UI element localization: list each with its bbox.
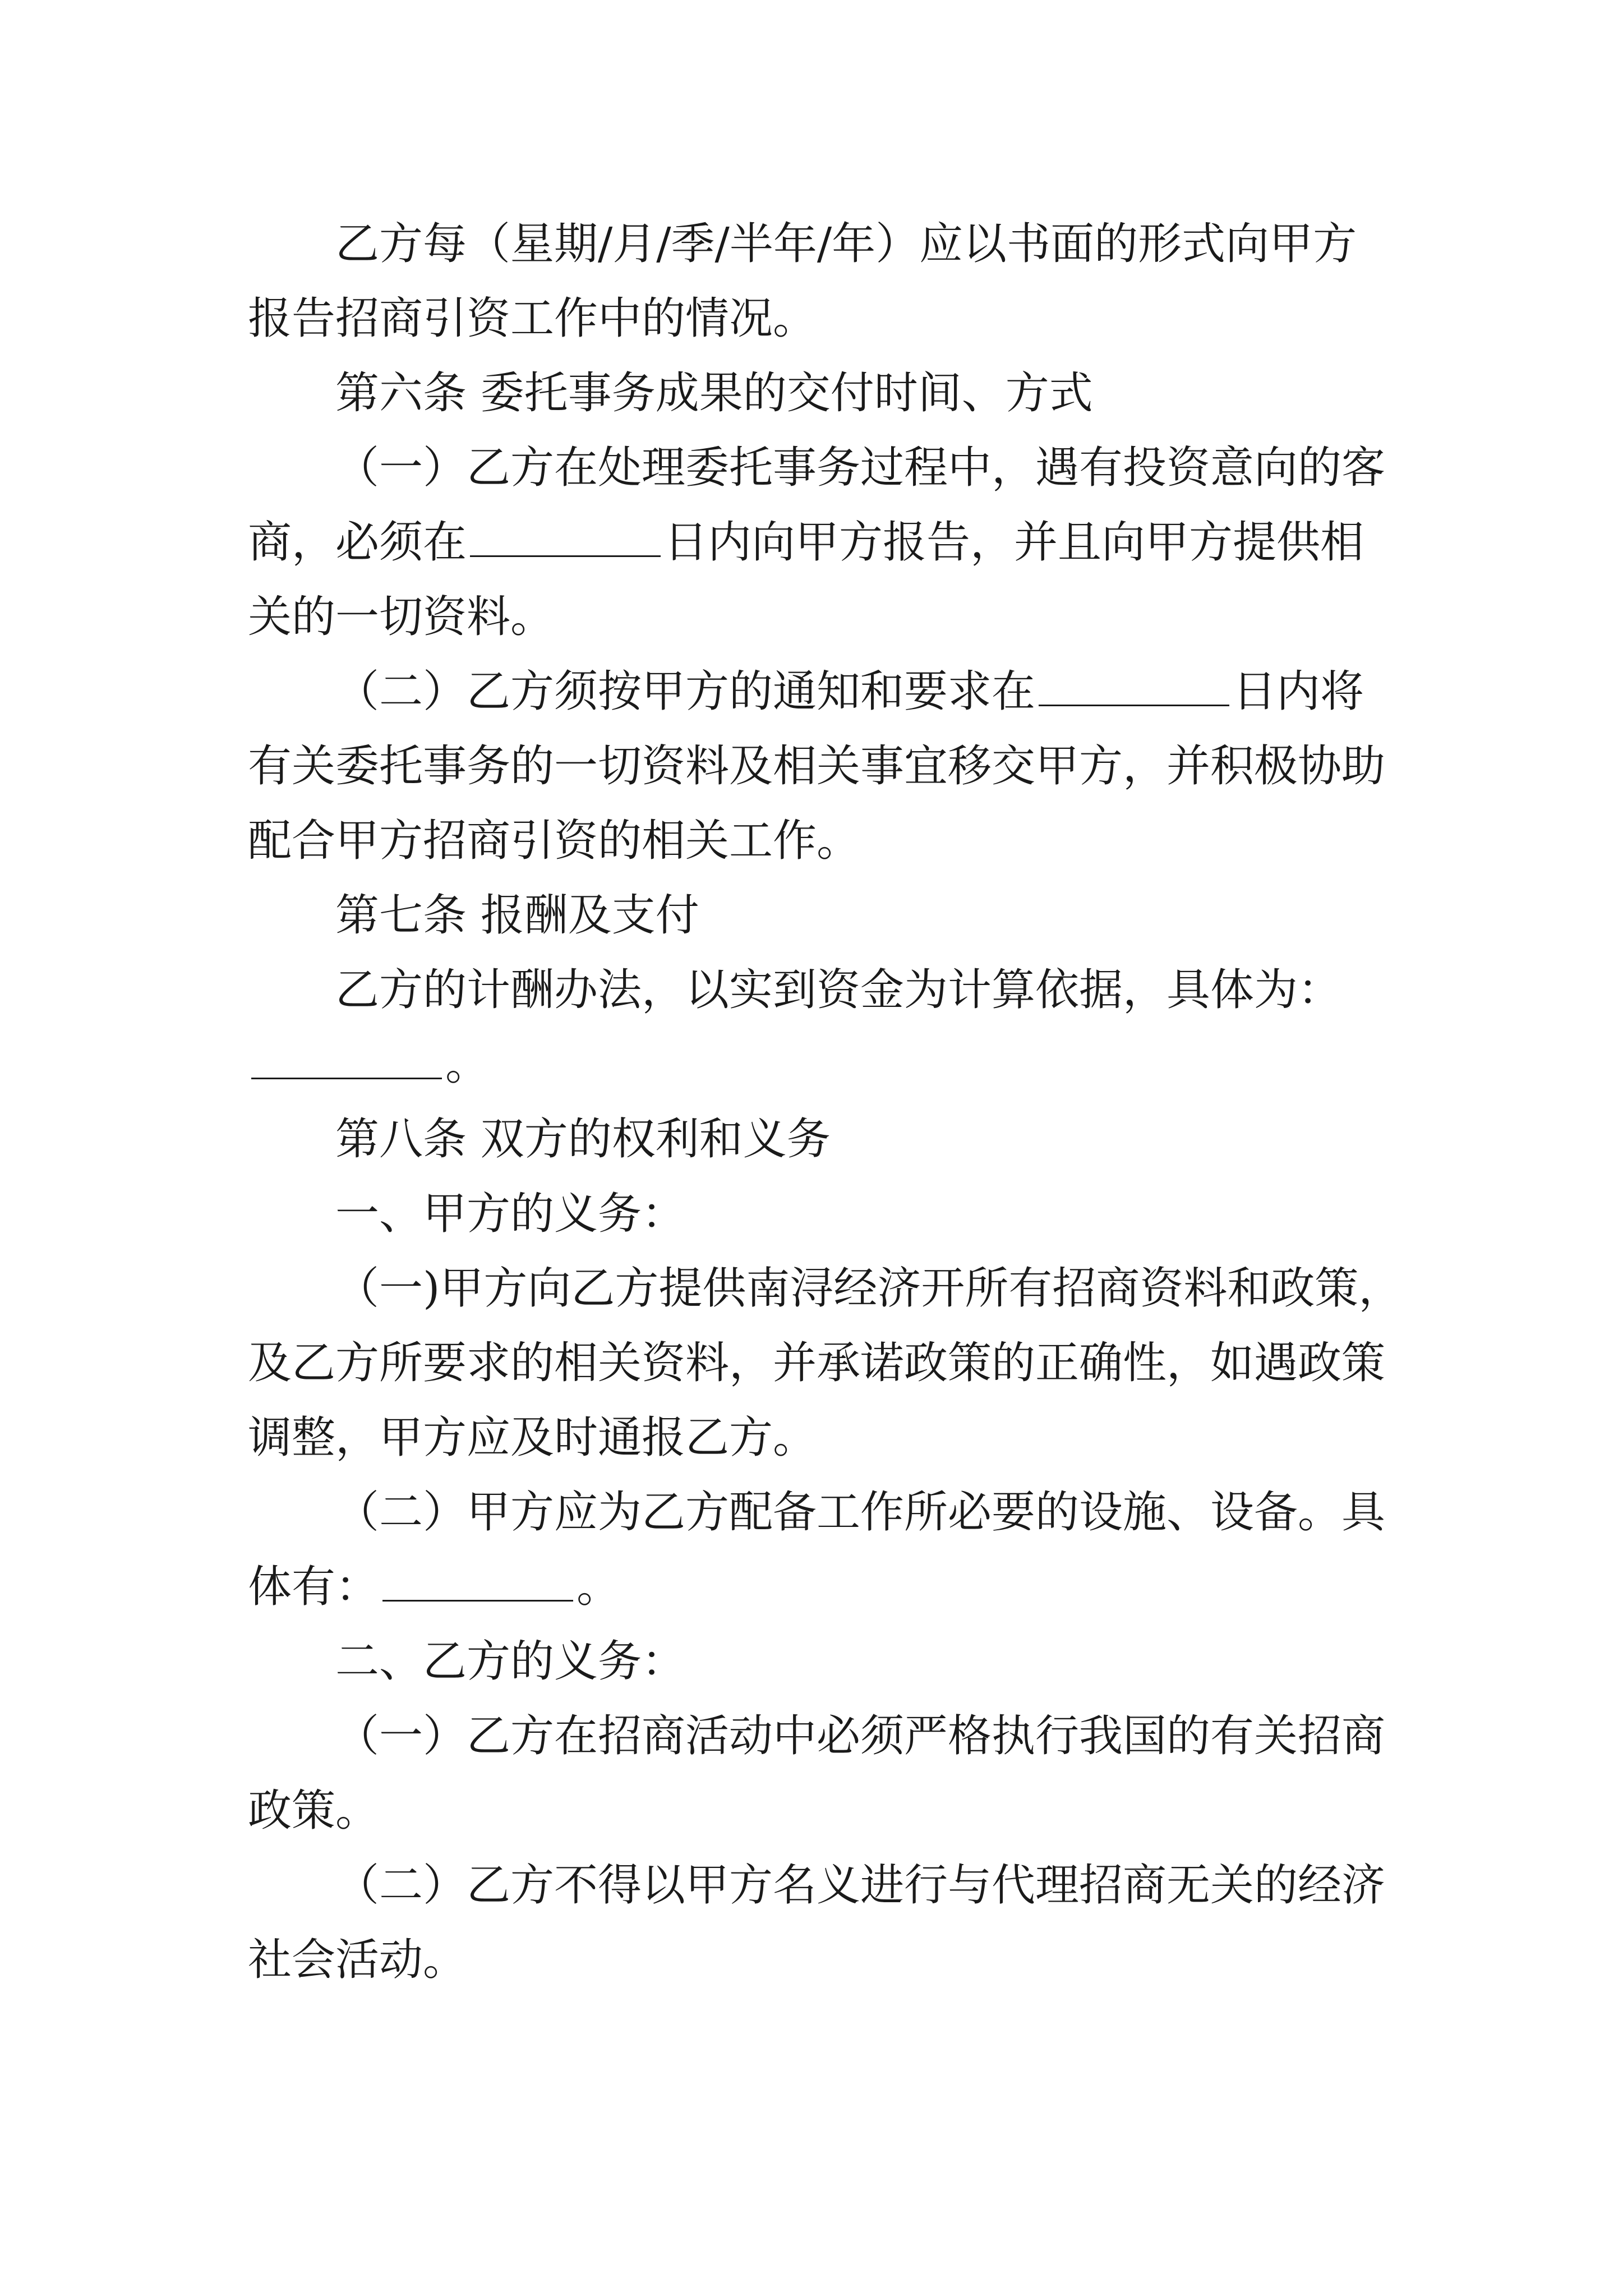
paragraph-line: [248, 1559, 620, 1615]
paragraph-line: [335, 962, 1341, 1018]
text-segment: 第八条 双方的权利和义务: [335, 1114, 831, 1165]
paragraph-line: [335, 887, 699, 944]
paragraph-line: [248, 1783, 379, 1839]
paragraph-line: [335, 1186, 685, 1242]
text-segment: 报告招商引资工作中的情况。: [248, 293, 817, 344]
text-segment: 商，必须在: [248, 517, 467, 568]
fill-in-blank: [1039, 665, 1229, 706]
paragraph-line: [335, 1260, 1402, 1317]
paragraph-line: [248, 589, 554, 645]
text-segment: 乙方每（星期/月/季/半年/年）应以书面的形式向甲方: [335, 219, 1357, 269]
text-segment: （一）乙方在招商活动中必须严格执行我国的有关招商: [335, 1711, 1386, 1761]
paragraph-line: [335, 365, 1093, 421]
text-segment: 政策。: [248, 1786, 380, 1836]
text-segment: 二、乙方的义务：: [335, 1636, 686, 1687]
text-segment: 日内将: [1233, 666, 1364, 717]
paragraph-line: [248, 813, 860, 869]
text-segment: 调整，甲方应及时通报乙方。: [248, 1412, 817, 1463]
text-segment: 。: [577, 1562, 621, 1612]
text-segment: （二）乙方不得以甲方名义进行与代理招商无关的经济: [335, 1860, 1386, 1911]
text-segment: 。: [445, 1039, 490, 1090]
text-segment: 第六条 委托事务成果的交付时间、方式: [335, 368, 1093, 418]
text-segment: 配合甲方招商引资的相关工作。: [248, 816, 861, 866]
paragraph-line: [335, 1111, 831, 1167]
text-segment: 社会活动。: [248, 1935, 467, 1985]
paragraph-line: [248, 738, 1385, 794]
text-segment: （二）甲方应为乙方配备工作所必要的设施、设备。具: [335, 1487, 1386, 1538]
text-segment: （一）乙方在处理委托事务过程中，遇有投资意向的客: [335, 443, 1386, 493]
paragraph-line: [248, 1335, 1385, 1391]
paragraph-line: [335, 440, 1385, 496]
text-segment: （一)甲方向乙方提供南浔经济开所有招商资料和政策，: [335, 1263, 1403, 1314]
text-segment: 日内向甲方报告，并且向甲方提供相: [664, 517, 1364, 568]
paragraph-line: [335, 1857, 1385, 1913]
text-segment: 体有：: [248, 1562, 380, 1612]
paragraph-line: [248, 1932, 467, 1988]
paragraph-line: [248, 1410, 817, 1466]
text-segment: 关的一切资料。: [248, 592, 555, 642]
paragraph-line: [335, 1484, 1385, 1540]
text-segment: 及乙方所要求的相关资料，并承诺政策的正确性，如遇政策: [248, 1338, 1386, 1388]
text-segment: 一、甲方的义务：: [335, 1189, 686, 1239]
fill-in-blank: [382, 1561, 573, 1602]
paragraph-line: [335, 1634, 685, 1690]
text-segment: 乙方的计酬办法，以实到资金为计算依据，具体为：: [335, 965, 1342, 1015]
text-segment: 第七条 报酬及支付: [335, 890, 699, 941]
text-segment: 有关委托事务的一切资料及相关事宜移交甲方，并积极协助: [248, 741, 1386, 792]
paragraph-line: [248, 291, 817, 347]
fill-in-blank: [470, 516, 661, 557]
paragraph-line: [335, 216, 1357, 272]
paragraph-line: [248, 1037, 489, 1093]
text-segment: （二）乙方须按甲方的通知和要求在: [335, 666, 1036, 717]
paragraph-line: [335, 1708, 1385, 1764]
paragraph-line: [335, 664, 1364, 720]
paragraph-line: [248, 514, 1364, 570]
fill-in-blank: [251, 1038, 442, 1079]
